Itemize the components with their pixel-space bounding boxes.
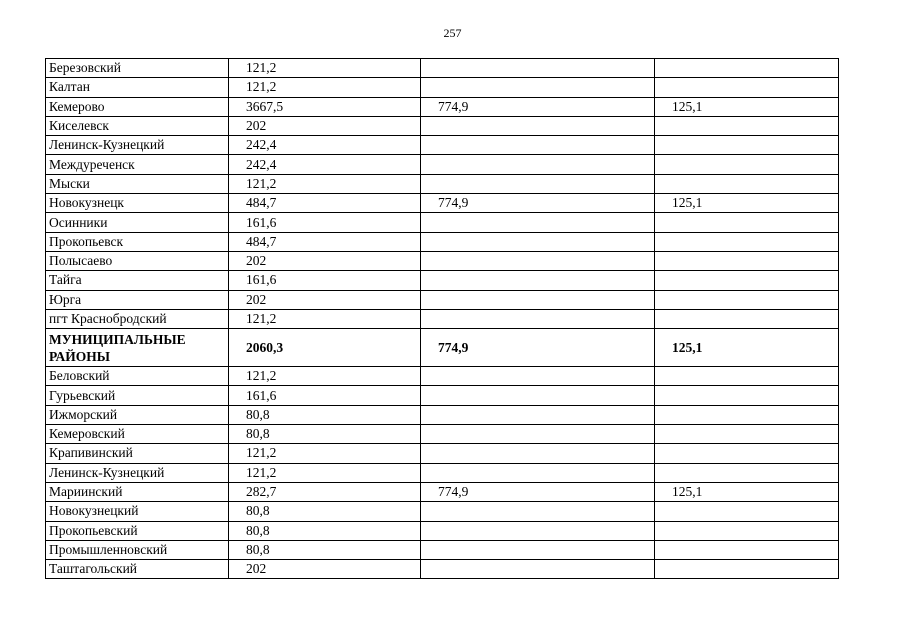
table-row bbox=[46, 560, 839, 579]
row-name-cell: Крапивинский bbox=[46, 444, 229, 463]
row-value3-cell bbox=[655, 116, 839, 135]
row-value3-cell bbox=[655, 155, 839, 174]
row-value2-cell bbox=[421, 174, 655, 193]
row-value1-cell: 80,8 bbox=[229, 540, 421, 559]
row-value2-cell bbox=[421, 271, 655, 290]
table-row bbox=[46, 367, 839, 386]
row-value3-cell bbox=[655, 540, 839, 559]
row-name-cell: Гурьевский bbox=[46, 386, 229, 405]
row-value2-cell bbox=[421, 232, 655, 251]
table-row bbox=[46, 329, 839, 367]
row-name-cell: Ижморский bbox=[46, 405, 229, 424]
row-value1-cell: 80,8 bbox=[229, 521, 421, 540]
row-value3-cell: 125,1 bbox=[655, 97, 839, 116]
row-name-cell: Ленинск-Кузнецкий bbox=[46, 136, 229, 155]
row-value1-cell: 121,2 bbox=[229, 174, 421, 193]
row-value1-cell: 2060,3 bbox=[229, 329, 421, 367]
row-value3-cell bbox=[655, 560, 839, 579]
row-value1-cell: 202 bbox=[229, 560, 421, 579]
row-name-cell: Новокузнецк bbox=[46, 194, 229, 213]
row-value3-cell bbox=[655, 502, 839, 521]
row-value2-cell bbox=[421, 502, 655, 521]
row-value3-cell bbox=[655, 444, 839, 463]
row-name-cell: Киселевск bbox=[46, 116, 229, 135]
row-value2-cell bbox=[421, 309, 655, 328]
row-value2-cell: 774,9 bbox=[421, 482, 655, 501]
table-row bbox=[46, 97, 839, 116]
row-name-cell: Таштагольский bbox=[46, 560, 229, 579]
row-name-cell: Кемерово bbox=[46, 97, 229, 116]
row-value1-cell: 202 bbox=[229, 251, 421, 270]
row-value1-cell: 202 bbox=[229, 290, 421, 309]
table-row bbox=[46, 482, 839, 501]
table-row bbox=[46, 405, 839, 424]
row-value1-cell: 282,7 bbox=[229, 482, 421, 501]
row-value2-cell bbox=[421, 540, 655, 559]
table-row bbox=[46, 194, 839, 213]
row-value3-cell bbox=[655, 78, 839, 97]
row-value2-cell: 774,9 bbox=[421, 194, 655, 213]
row-value2-cell bbox=[421, 59, 655, 78]
row-name-cell: Мыски bbox=[46, 174, 229, 193]
table-row bbox=[46, 502, 839, 521]
row-value1-cell: 80,8 bbox=[229, 425, 421, 444]
row-value3-cell bbox=[655, 463, 839, 482]
data-table bbox=[45, 58, 839, 579]
row-value3-cell bbox=[655, 386, 839, 405]
table-row bbox=[46, 521, 839, 540]
row-name-cell: пгт Краснобродский bbox=[46, 309, 229, 328]
table-row bbox=[46, 155, 839, 174]
table-row bbox=[46, 136, 839, 155]
table-row bbox=[46, 386, 839, 405]
row-name-cell: Прокопьевский bbox=[46, 521, 229, 540]
row-value2-cell bbox=[421, 155, 655, 174]
row-value2-cell bbox=[421, 213, 655, 232]
row-name-cell: Прокопьевск bbox=[46, 232, 229, 251]
row-value1-cell: 3667,5 bbox=[229, 97, 421, 116]
row-name-cell: Юрга bbox=[46, 290, 229, 309]
row-value2-cell bbox=[421, 560, 655, 579]
row-value3-cell: 125,1 bbox=[655, 329, 839, 367]
row-name-cell: Березовский bbox=[46, 59, 229, 78]
row-value1-cell: 121,2 bbox=[229, 78, 421, 97]
table-row bbox=[46, 59, 839, 78]
row-name-cell: МУНИЦИПАЛЬНЫЕ РАЙОНЫ bbox=[46, 329, 229, 367]
row-value1-cell: 121,2 bbox=[229, 309, 421, 328]
table-row bbox=[46, 78, 839, 97]
row-value3-cell bbox=[655, 232, 839, 251]
row-value1-cell: 161,6 bbox=[229, 271, 421, 290]
page-number: 257 bbox=[443, 26, 462, 40]
row-value2-cell bbox=[421, 251, 655, 270]
row-name-cell: Междуреченск bbox=[46, 155, 229, 174]
table-row bbox=[46, 251, 839, 270]
table-row bbox=[46, 232, 839, 251]
row-value1-cell: 121,2 bbox=[229, 59, 421, 78]
row-value2-cell bbox=[421, 463, 655, 482]
row-value1-cell: 202 bbox=[229, 116, 421, 135]
row-name-cell: Беловский bbox=[46, 367, 229, 386]
row-name-cell: Промышленновский bbox=[46, 540, 229, 559]
row-value1-cell: 121,2 bbox=[229, 463, 421, 482]
row-value1-cell: 242,4 bbox=[229, 155, 421, 174]
row-value3-cell bbox=[655, 213, 839, 232]
row-value1-cell: 161,6 bbox=[229, 386, 421, 405]
row-value1-cell: 80,8 bbox=[229, 502, 421, 521]
row-value2-cell bbox=[421, 367, 655, 386]
row-value2-cell bbox=[421, 116, 655, 135]
row-value3-cell: 125,1 bbox=[655, 482, 839, 501]
row-name-cell: Мариинский bbox=[46, 482, 229, 501]
row-value3-cell: 125,1 bbox=[655, 194, 839, 213]
row-value3-cell bbox=[655, 405, 839, 424]
row-value1-cell: 484,7 bbox=[229, 232, 421, 251]
row-value2-cell bbox=[421, 136, 655, 155]
row-value2-cell bbox=[421, 444, 655, 463]
table-row bbox=[46, 309, 839, 328]
row-value3-cell bbox=[655, 521, 839, 540]
row-value3-cell bbox=[655, 59, 839, 78]
table-row bbox=[46, 116, 839, 135]
row-value2-cell bbox=[421, 405, 655, 424]
row-value2-cell: 774,9 bbox=[421, 97, 655, 116]
row-value3-cell bbox=[655, 309, 839, 328]
table-row bbox=[46, 213, 839, 232]
row-value2-cell bbox=[421, 386, 655, 405]
row-value1-cell: 121,2 bbox=[229, 444, 421, 463]
row-name-cell: Полысаево bbox=[46, 251, 229, 270]
row-value3-cell bbox=[655, 174, 839, 193]
table-body bbox=[46, 59, 839, 579]
table-row bbox=[46, 174, 839, 193]
table-row bbox=[46, 444, 839, 463]
row-name-cell: Тайга bbox=[46, 271, 229, 290]
row-name-cell: Новокузнецкий bbox=[46, 502, 229, 521]
row-value1-cell: 80,8 bbox=[229, 405, 421, 424]
row-value1-cell: 161,6 bbox=[229, 213, 421, 232]
table-row bbox=[46, 425, 839, 444]
row-name-cell: Ленинск-Кузнецкий bbox=[46, 463, 229, 482]
table-row bbox=[46, 540, 839, 559]
row-value3-cell bbox=[655, 271, 839, 290]
table-row bbox=[46, 290, 839, 309]
table-row bbox=[46, 271, 839, 290]
row-name-cell: Калтан bbox=[46, 78, 229, 97]
row-value1-cell: 121,2 bbox=[229, 367, 421, 386]
row-value2-cell bbox=[421, 78, 655, 97]
row-value1-cell: 484,7 bbox=[229, 194, 421, 213]
row-value2-cell: 774,9 bbox=[421, 329, 655, 367]
row-value3-cell bbox=[655, 367, 839, 386]
table-row bbox=[46, 463, 839, 482]
row-value2-cell bbox=[421, 425, 655, 444]
row-value1-cell: 242,4 bbox=[229, 136, 421, 155]
row-value2-cell bbox=[421, 290, 655, 309]
row-name-cell: Кемеровский bbox=[46, 425, 229, 444]
row-value3-cell bbox=[655, 425, 839, 444]
row-value2-cell bbox=[421, 521, 655, 540]
row-name-cell: Осинники bbox=[46, 213, 229, 232]
row-value3-cell bbox=[655, 136, 839, 155]
row-value3-cell bbox=[655, 251, 839, 270]
row-value3-cell bbox=[655, 290, 839, 309]
